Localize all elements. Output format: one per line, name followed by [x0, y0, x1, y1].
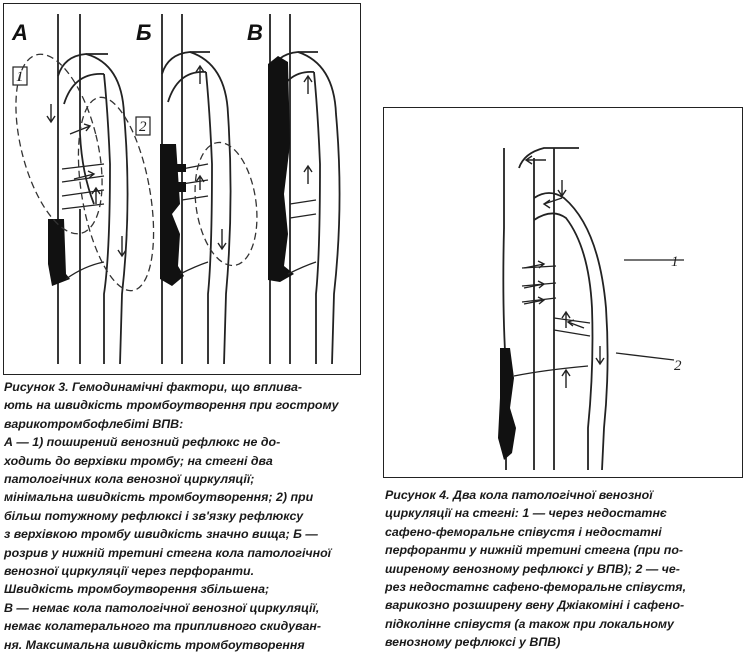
caption-line: ють на швидкість тромбоутворення при гострому [4, 398, 339, 413]
caption-line: венозної циркуляції через перфоранти. [4, 564, 255, 579]
caption-line: мінімальна швидкість тромбоутворення; 2) при [4, 490, 314, 505]
figure-3-drawing [4, 4, 360, 374]
figure-3-illustration [3, 3, 361, 375]
circle-label-2: 2 [139, 119, 147, 135]
panel-c-vein-diagram [268, 14, 340, 364]
figure-4-label-1: 1 [671, 254, 679, 270]
panel-b-vein-diagram [160, 14, 264, 364]
caption-line: ня. Максимальна швидкість тромбоутворення [4, 637, 305, 652]
caption-line: з верхівкою тромбу швидкість значно вища; Б — [4, 527, 318, 542]
caption-line: сафено-феморальне співустя і недостатні [385, 524, 662, 539]
circle-label-1: 1 [16, 69, 24, 85]
caption-line: ширеному венозному рефлюксі у ВПВ); 2 — че- [385, 561, 680, 576]
caption-line: більш потужному рефлюксі і зв'язку рефлюксу [4, 508, 304, 523]
caption-line: розрив у нижній третині стегна кола патологічної [4, 545, 332, 560]
caption-line: Рисунок 3. Гемодинамічні фактори, що вплива- [4, 380, 302, 394]
caption-line: немає колатерального та припливного скидуван- [4, 619, 321, 634]
caption-line: Рисунок 4. Два кола патологічної венозної [385, 488, 653, 502]
caption-line: патологічних кола венозної циркуляції; [4, 472, 255, 487]
figure-4-label-2: 2 [674, 358, 682, 374]
caption-line: варикозно розширену вену Джіакоміні і сафено- [385, 598, 685, 613]
panel-a-vein-diagram [4, 14, 167, 364]
caption-line: А — 1) поширений венозний рефлюкс не до- [4, 435, 281, 450]
panel-label-c: В [247, 20, 263, 45]
caption-line: В — немає кола патологічної венозної циркуляції, [4, 600, 320, 615]
figure-3-caption [4, 378, 366, 654]
caption-line: підколінне співустя (а також при локальному [385, 616, 674, 631]
figure-4-caption [385, 486, 745, 652]
caption-line: варикотромбофлебіті ВПВ: [4, 416, 184, 431]
caption-line: Швидкість тромбоутворення збільшена; [4, 582, 270, 597]
figure-4-illustration [383, 107, 743, 478]
caption-line: венозному рефлюксі у ВПВ) [385, 635, 561, 650]
figure-4-vein-diagram [498, 148, 684, 470]
panel-label-b: Б [136, 20, 152, 45]
panel-label-a: А [12, 20, 28, 45]
figure-4-drawing [384, 108, 742, 477]
caption-line: циркуляції на стегні: 1 — через недостатнє [385, 506, 667, 521]
caption-line: ходить до верхівки тромбу; на стегні два [4, 453, 273, 468]
caption-line: рез недостатнє сафено-феморальне співустя, [385, 580, 687, 595]
caption-line: перфоранти у нижній третині стегна (при по- [385, 543, 684, 558]
